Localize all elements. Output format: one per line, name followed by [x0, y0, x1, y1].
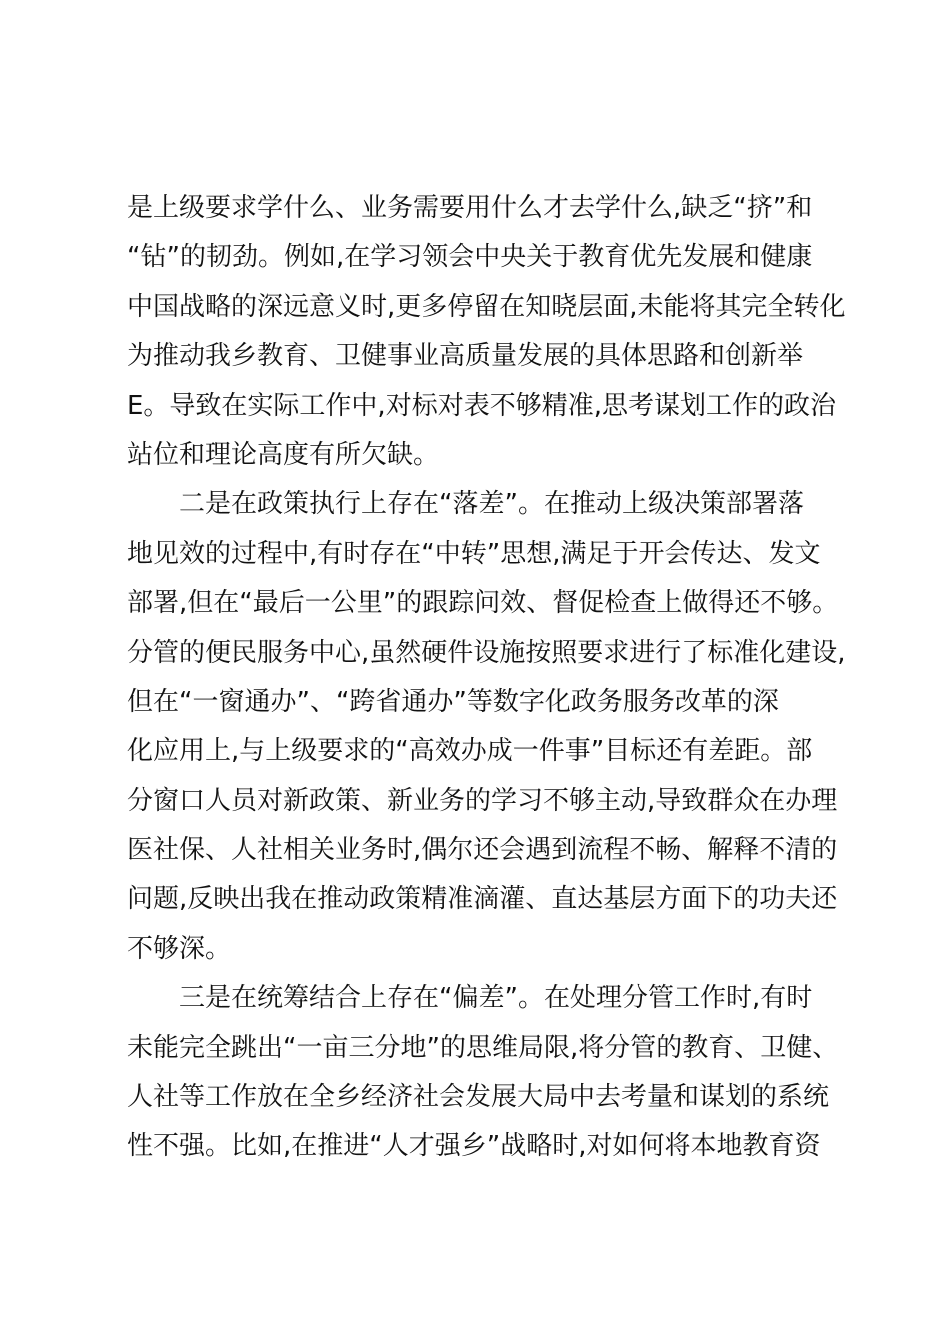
- text-line-9: 部署,但在“最后一公里”的跟踪问效、督促检查上做得还不够。: [127, 588, 839, 619]
- text-line-16: 不够深。: [127, 933, 232, 964]
- text-line-11: 但在“一窗通办”、“跨省通办”等数字化政务服务改革的深: [127, 686, 779, 717]
- paragraph-2-first-line: 二是在政策执行上存在“落差”。在推动上级决策部署落: [179, 489, 804, 520]
- text-line-13: 分窗口人员对新政策、新业务的学习不够主动,导致群众在办理: [127, 785, 838, 816]
- paragraph-3-first-line: 三是在统筹结合上存在“偏差”。在处理分管工作时,有时: [179, 983, 813, 1014]
- text-line-10: 分管的便民服务中心,虽然硬件设施按照要求进行了标准化建设,: [127, 637, 846, 668]
- text-line-19: 人社等工作放在全乡经济社会发展大局中去考量和谋划的系统: [127, 1082, 830, 1113]
- text-line-15: 问题,反映出我在推动政策精准滴灌、直达基层方面下的功夫还: [127, 884, 838, 915]
- text-line-5: E。导致在实际工作中,对标对表不够精准,思考谋划工作的政治: [127, 390, 836, 421]
- text-line-18: 未能完全跳出“一亩三分地”的思维局限,将分管的教育、卫健、: [127, 1032, 839, 1063]
- text-line-6: 站位和理论高度有所欠缺。: [127, 439, 440, 470]
- text-line-3: 中国战略的深远意义时,更多停留在知晓层面,未能将其完全转化: [127, 291, 846, 322]
- text-line-12: 化应用上,与上级要求的“高效办成一件事”目标还有差距。部: [127, 736, 813, 767]
- text-line-8: 地见效的过程中,有时存在“中转”思想,满足于开会传达、发文: [127, 538, 821, 569]
- text-line-2: “钻”的韧劲。例如,在学习领会中央关于教育优先发展和健康: [127, 242, 813, 273]
- text-line-14: 医社保、人社相关业务时,偶尔还会遇到流程不畅、解释不清的: [127, 835, 838, 866]
- text-line-20: 性不强。比如,在推进“人才强乡”战略时,对如何将本地教育资: [127, 1131, 821, 1162]
- text-line-4: 为推动我乡教育、卫健事业高质量发展的具体思路和创新举: [127, 341, 804, 372]
- text-line-1: 是上级要求学什么、业务需要用什么才去学什么,缺乏“挤”和: [127, 193, 813, 223]
- document-body: [127, 184, 846, 1172]
